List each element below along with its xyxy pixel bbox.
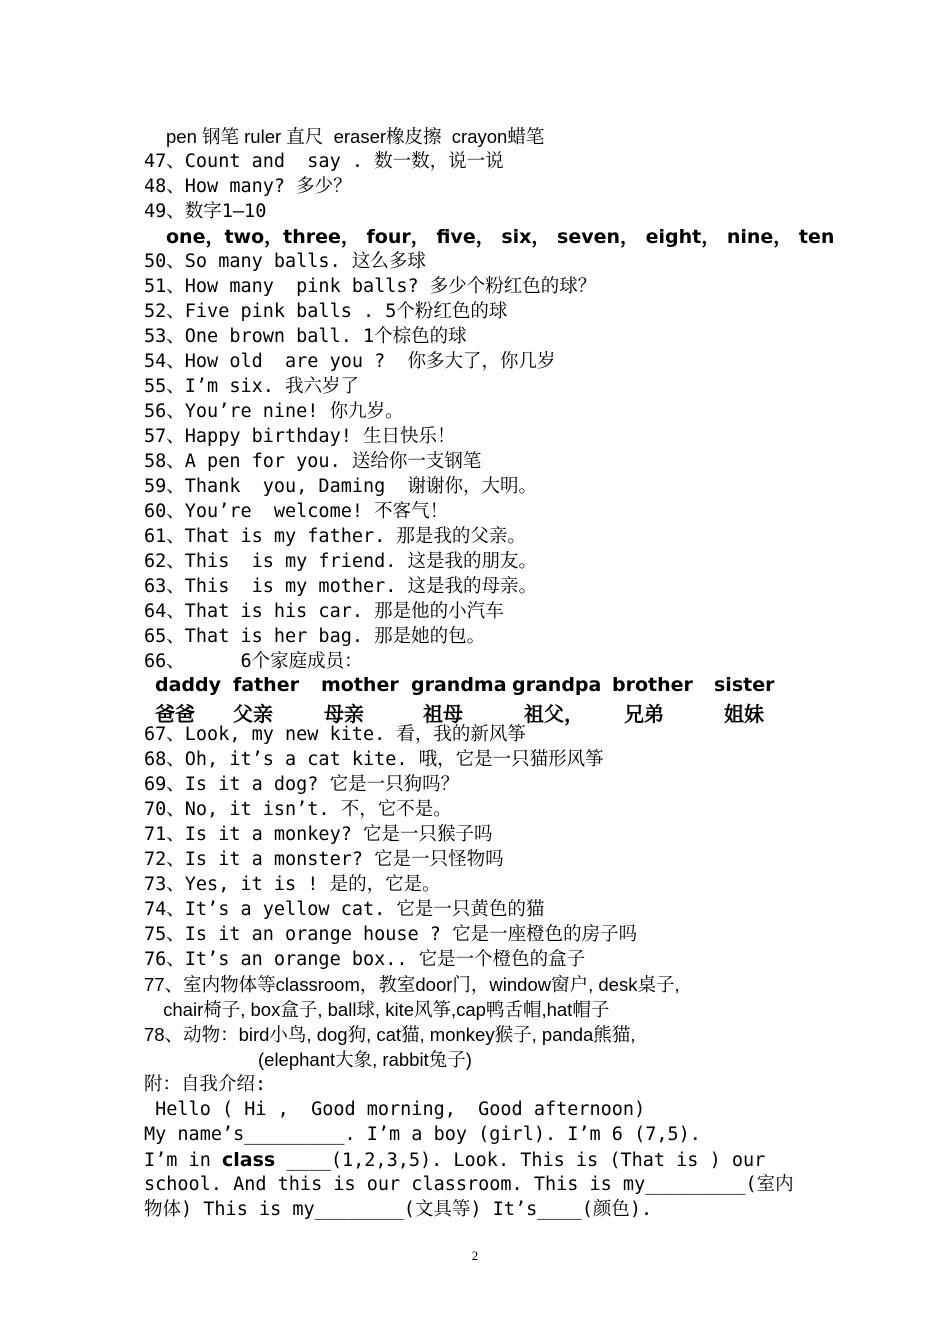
item-57: 57、Happy birthday! 生日快乐！ xyxy=(144,426,456,447)
item-58: 58、A pen for you. 送给你一支钢笔 xyxy=(144,451,482,472)
page-number: 2 xyxy=(471,1248,479,1263)
family-word: brother xyxy=(612,674,693,696)
item-78-continued: (elephant大象, rabbit兔子) xyxy=(258,1049,472,1070)
family-word-zh: 爸爸 xyxy=(155,702,195,726)
item-75: 75、Is it an orange house ? 它是一座橙色的房子吗 xyxy=(144,924,638,945)
item-53: 53、One brown ball. 1个棕色的球 xyxy=(144,326,467,347)
intro-line-5: 物体) This is my________(文具等) It’s____(颜色). xyxy=(144,1199,653,1220)
item-60: 60、You’re welcome! 不客气！ xyxy=(144,501,449,522)
item-56: 56、You’re nine! 你九岁。 xyxy=(144,401,404,422)
item-63: 63、This is my mother. 这是我的母亲。 xyxy=(144,576,538,597)
intro-line-3-start: I’m in xyxy=(144,1150,222,1171)
item-54: 54、How old are you ? 你多大了，你几岁 xyxy=(144,351,556,372)
intro-line-3-end: ____(1,2,3,5). Look. This is (That is ) our xyxy=(275,1150,766,1171)
item-74: 74、It’s a yellow cat. 它是一只黄色的猫 xyxy=(144,899,545,920)
item-78: 78、动物：bird小鸟, dog狗, cat猫, monkey猴子, panda熊猫, xyxy=(144,1024,636,1045)
family-word-zh: 姐妹 xyxy=(724,702,764,726)
item-52: 52、Five pink balls . 5个粉红色的球 xyxy=(144,301,508,322)
item-68: 68、Oh, it’s a cat kite. 哦，它是一只猫形风筝 xyxy=(144,749,604,770)
intro-line-3 xyxy=(144,1148,765,1172)
family-word-zh: 父亲 xyxy=(233,702,273,726)
family-word-zh: 母亲 xyxy=(324,702,364,726)
intro-line-2: My name’s_________. I’m a boy (girl). I’m 6 (7,5). xyxy=(144,1124,701,1145)
stationery-line: pen 钢笔 ruler 直尺 eraser橡皮擦 crayon蜡笔 xyxy=(166,126,545,147)
family-word-zh: 兄弟 xyxy=(624,702,664,726)
item-77-continued: chair椅子, box盒子, ball球, kite风筝,cap鸭舌帽,hat帽子 xyxy=(158,999,610,1020)
item-71: 71、Is it a monkey? 它是一只猴子吗 xyxy=(144,824,493,845)
family-word-zh: 祖父， xyxy=(524,702,584,726)
item-77: 77、室内物体等classroom，教室door门，window窗户, desk桌子, xyxy=(144,974,680,995)
item-62: 62、This is my friend. 这是我的朋友。 xyxy=(144,551,538,572)
item-69: 69、Is it a dog? 它是一只狗吗？ xyxy=(144,774,460,795)
appendix-heading: 附：自我介绍: xyxy=(144,1074,267,1095)
item-51: 51、How many pink balls? 多少个粉红色的球？ xyxy=(144,276,597,297)
item-55: 55、I’m six. 我六岁了 xyxy=(144,376,360,397)
item-72: 72、Is it a monster? 它是一只怪物吗 xyxy=(144,849,504,870)
family-word: daddy xyxy=(155,674,222,696)
family-word-zh: 祖母 xyxy=(423,702,463,726)
family-word: sister xyxy=(714,674,775,696)
item-67: 67、Look, my new kite. 看，我的新风筝 xyxy=(144,724,526,745)
intro-line-4: school. And this is our classroom. This is my_________(室内 xyxy=(144,1174,794,1195)
item-48: 48、How many? 多少？ xyxy=(144,176,352,197)
family-word: mother xyxy=(321,674,399,696)
item-66: 66、 6个家庭成员： xyxy=(144,651,363,672)
item-70: 70、No, it isn’t. 不，它不是。 xyxy=(144,799,452,820)
item-49: 49、数字1—10 xyxy=(144,201,267,222)
item-61: 61、That is my father. 那是我的父亲。 xyxy=(144,526,526,547)
family-word: father xyxy=(233,674,299,696)
item-64: 64、That is his car. 那是他的小汽车 xyxy=(144,601,504,622)
item-73: 73、Yes, it is ! 是的，它是。 xyxy=(144,874,441,895)
family-word: grandma xyxy=(411,674,507,696)
family-word: grandpa xyxy=(512,674,602,696)
numbers-line: one，two，three， four， five， six， seven， eight， nine， ten xyxy=(166,226,835,248)
class-word: class xyxy=(221,1149,276,1171)
item-65: 65、That is her bag. 那是她的包。 xyxy=(144,626,486,647)
item-47: 47、Count and say . 数一数，说一说 xyxy=(144,151,504,172)
item-76: 76、It’s an orange box.. 它是一个橙色的盒子 xyxy=(144,949,586,970)
item-59: 59、Thank you, Daming 谢谢你，大明。 xyxy=(144,476,538,497)
intro-line-1: Hello ( Hi , Good morning, Good afternoon) xyxy=(144,1099,646,1120)
item-50: 50、So many balls. 这么多球 xyxy=(144,251,426,272)
